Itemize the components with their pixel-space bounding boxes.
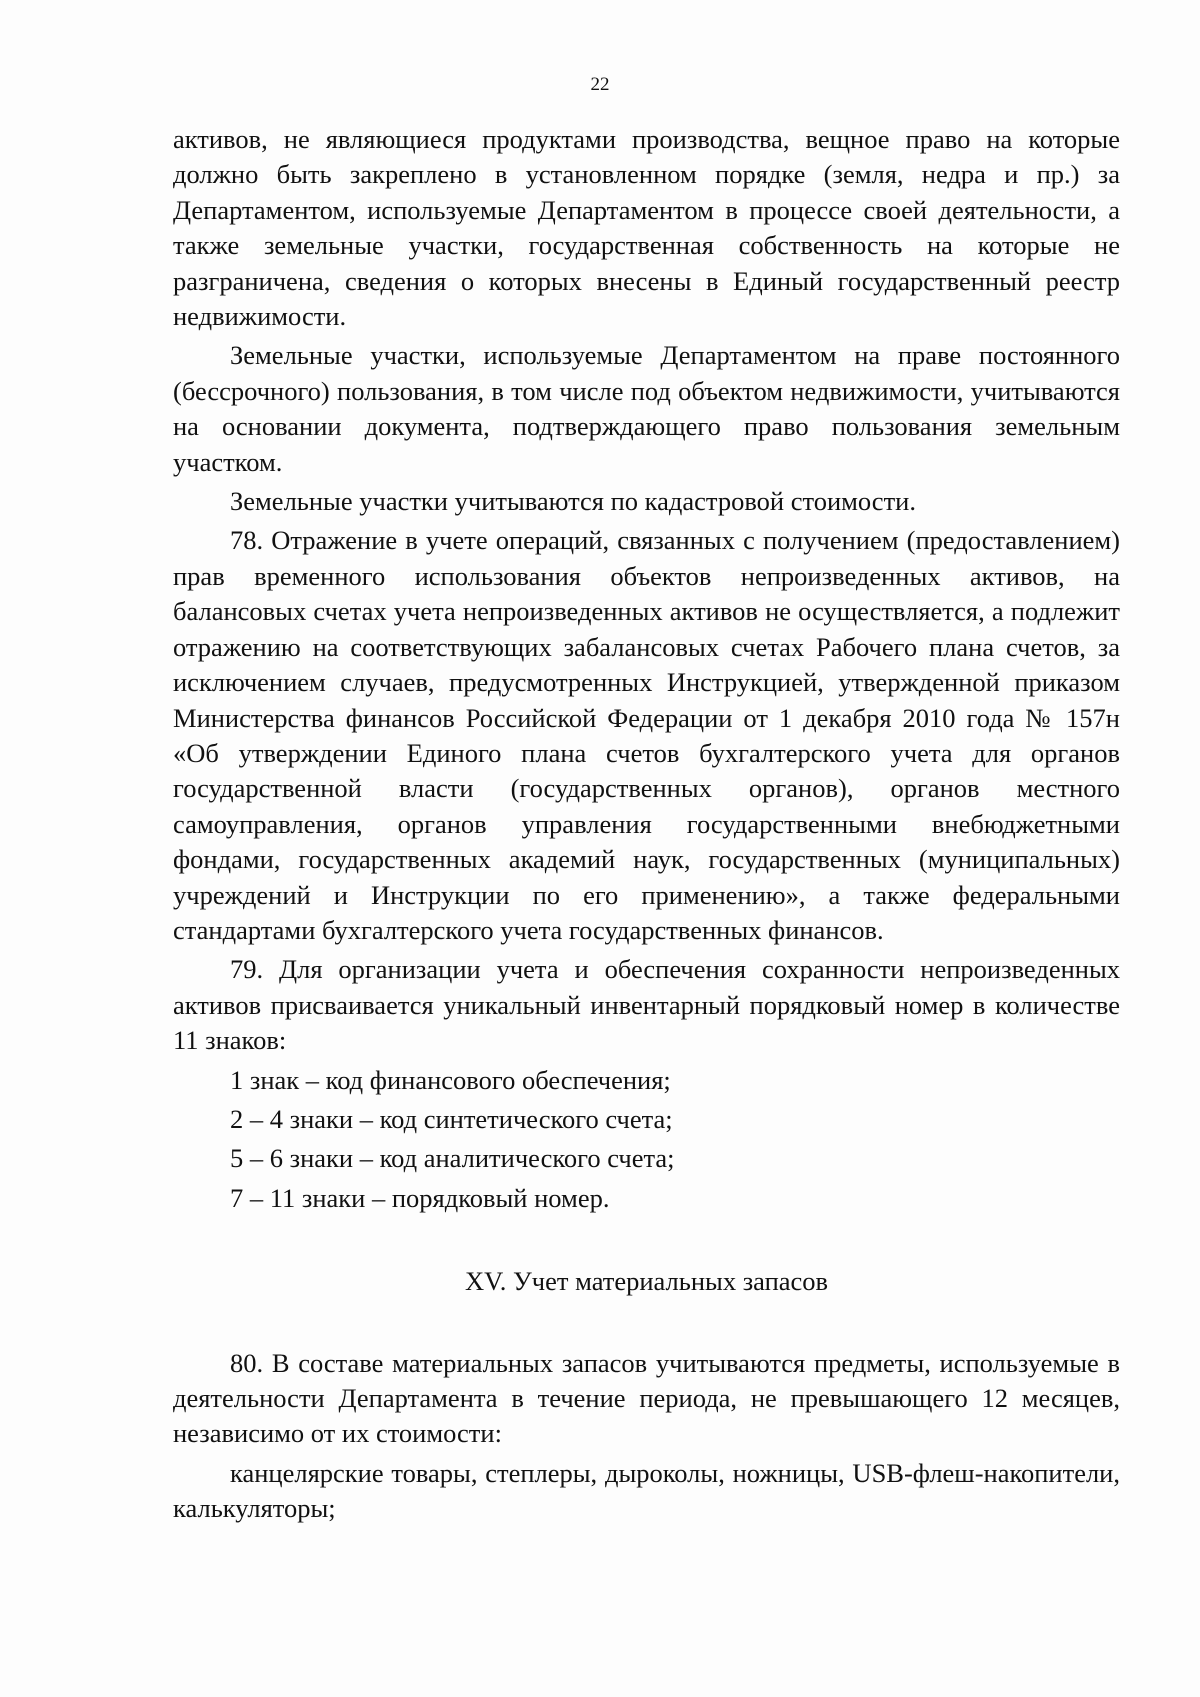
paragraph-79: 79. Для организации учета и обеспечения сохранности непроизведенных активов присваивается уникальный инвентарный порядковый номер в количестве 11 знаков: xyxy=(173,954,1120,1056)
list-item: 1 знак – код финансового обеспечения; xyxy=(230,1064,671,1095)
document-body xyxy=(173,122,1120,1531)
paragraph-land-plots-usage: Земельные участки, используемые Департаментом на праве постоянного (бессрочного) пользования, в том числе под объектом недвижимости, учитываются на основании документа, подтверждающего право пользования земельным участком. xyxy=(173,340,1120,477)
paragraph-80: 80. В составе материальных запасов учитываются предметы, используемые в деятельности Департамента в течение периода, не превышающего 12 месяцев, независимо от их стоимости: xyxy=(173,1347,1120,1449)
paragraph-continuation: активов, не являющиеся продуктами производства, вещное право на которые должно быть закреплено в установленном порядке (земля, недра и пр.) за Департаментом, используемые Департаментом в процессе своей деятельности, а также земельные участки, государственная собственность на которые не разграничена, сведения о которых внесены в Единый государственный реестр недвижимости. xyxy=(173,124,1120,332)
section-heading: XV. Учет материальных запасов xyxy=(464,1266,829,1297)
paragraph-office-supplies: канцелярские товары, степлеры, дыроколы, ножницы, USB-флеш-накопители, калькуляторы; xyxy=(173,1457,1120,1524)
list-item: 5 – 6 знаки – код аналитического счета; xyxy=(230,1143,675,1174)
page-number: 22 xyxy=(590,74,610,95)
paragraph-78: 78. Отражение в учете операций, связанных с получением (предоставлением) прав временного использования объектов непроизведенных активов, на балансовых счетах учета непроизведенных активов не осуществляется, а подлежит отражению на соответствующих забалансовых счетах Рабочего плана счетов, за исключением случаев, предусмотренных Инструкцией, утвержденной приказом Министерства финансов Российской Федерации от 1 декабря 2010 года № 157н «Об утверждении Единого плана счетов бухгалтерского учета для органов государственной власти (государственных органов), органов местного самоуправления, органов управления государственными внебюджетными фондами, государственных академий наук, государственных (муниципальных) учреждений и Инструкции по его применению», а также федеральными стандартами бухгалтерского учета государственных финансов. xyxy=(173,525,1120,945)
paragraph-cadastral-value: Земельные участки учитываются по кадастровой стоимости. xyxy=(230,486,916,517)
list-item: 2 – 4 знаки – код синтетического счета; xyxy=(230,1103,673,1134)
list-item: 7 – 11 знаки – порядковый номер. xyxy=(230,1182,610,1213)
